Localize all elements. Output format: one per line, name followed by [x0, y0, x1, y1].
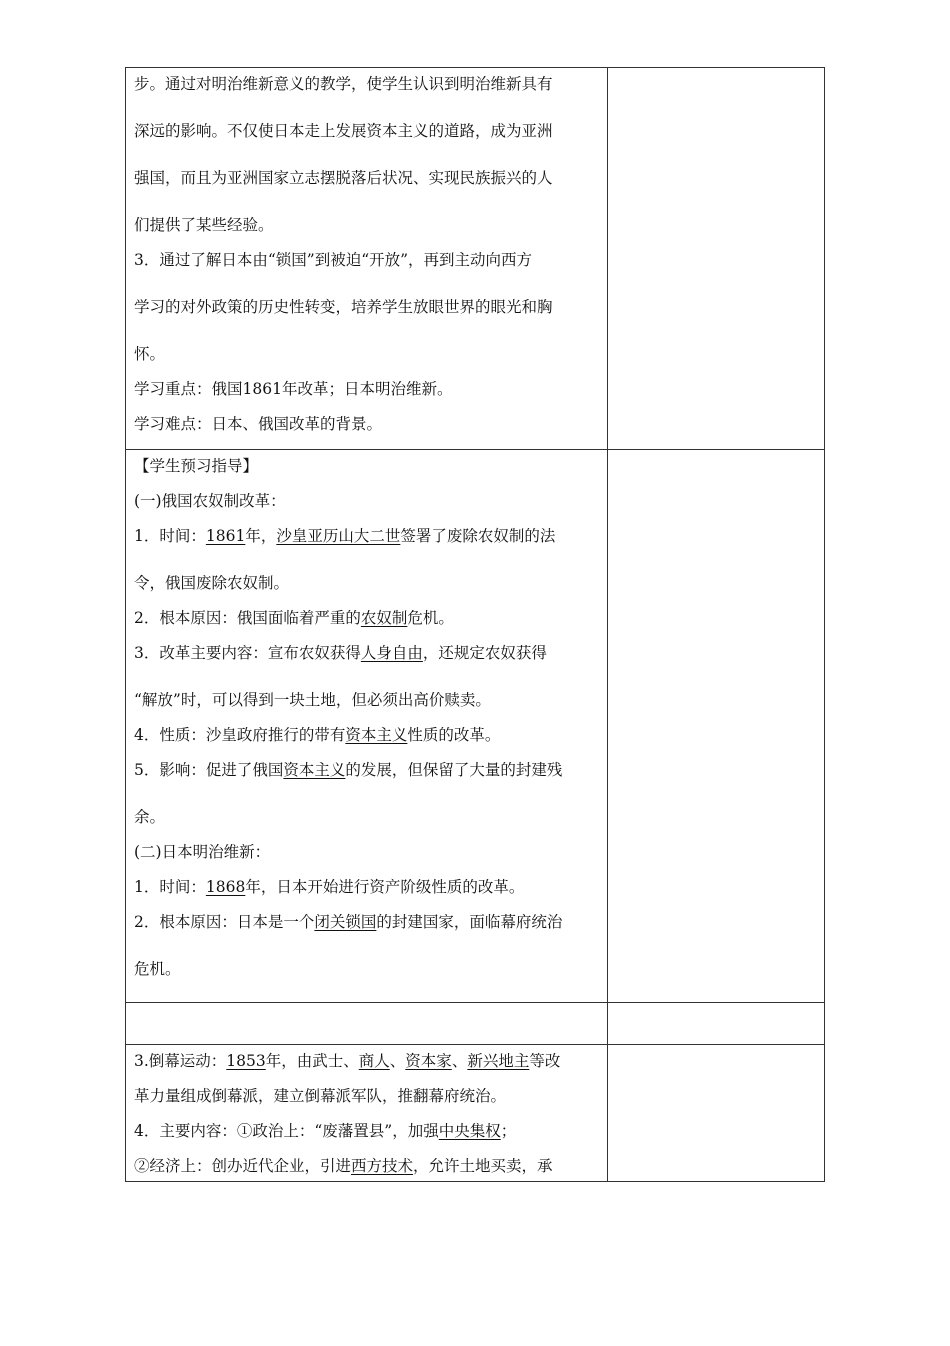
underlined-answer: 资本主义: [345, 726, 408, 744]
text-line: [134, 1120, 599, 1142]
underlined-answer: 1853: [226, 1052, 266, 1070]
text-line: [134, 378, 599, 400]
text-segment: ，允许土地买卖，承: [413, 1157, 553, 1175]
text-segment: 学习重点：俄国1861年改革；日本明治维新。: [134, 380, 453, 398]
text-segment: 年，由武士、: [265, 1052, 359, 1070]
text-segment: 2．根本原因：日本是一个: [134, 913, 315, 931]
underlined-answer: 沙皇亚历山大二世: [276, 527, 401, 545]
text-segment: ，还规定农奴获得: [422, 644, 547, 662]
text-line: [134, 572, 599, 594]
text-line: [134, 455, 599, 477]
underlined-answer: 闭关锁国: [314, 913, 377, 931]
text-segment: 怀。: [134, 345, 166, 363]
text-line: [134, 490, 599, 512]
underlined-answer: 商人: [358, 1052, 390, 1070]
text-segment: 危机。: [134, 960, 181, 978]
text-segment: 深远的影响。不仅使日本走上发展资本主义的道路，成为亚洲: [134, 122, 553, 140]
text-line: [134, 876, 599, 898]
text-segment: 等改: [529, 1052, 561, 1070]
text-segment: 【学生预习指导】: [134, 457, 259, 475]
underlined-answer: 人身自由: [360, 644, 423, 662]
notes-cell: [607, 68, 824, 450]
text-line: [134, 343, 599, 365]
cell-content: [126, 455, 607, 1002]
text-segment: 危机。: [407, 609, 454, 627]
text-segment: 5．影响：促进了俄国: [134, 761, 284, 779]
text-segment: 余。: [134, 808, 166, 826]
text-line: [134, 642, 599, 664]
lesson-table: [125, 67, 825, 1182]
text-segment: (二)日本明治维新：: [134, 843, 271, 861]
main-cell: [126, 1003, 608, 1045]
text-segment: 学习难点：日本、俄国改革的背景。: [134, 415, 383, 433]
text-segment: 4．性质：沙皇政府推行的带有: [134, 726, 346, 744]
text-line: [134, 759, 599, 781]
cell-content: [126, 1050, 607, 1181]
text-line: [134, 249, 599, 271]
text-line: [134, 1050, 599, 1072]
text-segment: ②经济上：创办近代企业，引进: [134, 1157, 352, 1175]
text-line: [134, 120, 599, 142]
text-segment: “解放”时，可以得到一块土地，但必须出高价赎卖。: [134, 691, 491, 709]
text-segment: 3．通过了解日本由“锁国”到被迫“开放”，再到主动向西方: [134, 251, 533, 269]
text-segment: 性质的改革。: [407, 726, 501, 744]
text-line: [134, 525, 599, 547]
text-segment: 、: [389, 1052, 406, 1070]
text-line: [134, 958, 599, 980]
cell-content: [126, 73, 607, 449]
text-line: [134, 296, 599, 318]
text-line: [134, 1155, 599, 1177]
text-line: [134, 214, 599, 236]
notes-cell: [607, 1003, 824, 1045]
text-segment: 3.倒幕运动：: [134, 1052, 227, 1070]
table-row: [126, 68, 825, 450]
text-segment: 强国，而且为亚洲国家立志摆脱落后状况、实现民族振兴的人: [134, 169, 553, 187]
text-segment: 令，俄国废除农奴制。: [134, 574, 290, 592]
text-segment: 4．主要内容：①政治上：“废藩置县”，加强: [134, 1122, 439, 1140]
underlined-answer: 1861: [205, 527, 246, 545]
text-segment: 签署了废除农奴制的法: [400, 527, 556, 545]
underlined-answer: 农奴制: [360, 609, 408, 627]
text-segment: 革力量组成倒幕派，建立倒幕派军队，推翻幕府统治。: [134, 1087, 507, 1105]
underlined-answer: 西方技术: [351, 1157, 414, 1175]
table-row: [126, 1045, 825, 1182]
text-line: [134, 806, 599, 828]
main-cell: [126, 1045, 608, 1182]
underlined-answer: 中央集权: [438, 1122, 501, 1140]
text-segment: (一)俄国农奴制改革：: [134, 492, 286, 510]
text-segment: 2．根本原因：俄国面临着严重的: [134, 609, 361, 627]
table-row: [126, 1003, 825, 1045]
text-segment: 的发展，但保留了大量的封建残: [345, 761, 563, 779]
text-segment: 的封建国家，面临幕府统治: [376, 913, 563, 931]
text-line: [134, 73, 599, 95]
text-segment: ；: [500, 1122, 517, 1140]
text-line: [134, 1085, 599, 1107]
main-cell: [126, 68, 608, 450]
text-line: [134, 911, 599, 933]
lesson-table-body: [126, 68, 825, 1182]
text-line: [134, 689, 599, 711]
text-segment: 学习的对外政策的历史性转变，培养学生放眼世界的眼光和胸: [134, 298, 553, 316]
text-segment: 年，: [245, 527, 277, 545]
text-segment: 1．时间：: [134, 527, 206, 545]
text-line: [134, 841, 599, 863]
text-segment: 年，日本开始进行资产阶级性质的改革。: [245, 878, 525, 896]
underlined-answer: 资本主义: [283, 761, 346, 779]
text-segment: 3．改革主要内容：宣布农奴获得: [134, 644, 361, 662]
notes-cell: [607, 450, 824, 1003]
text-line: [134, 413, 599, 435]
text-segment: 1．时间：: [134, 878, 206, 896]
text-segment: 、: [451, 1052, 468, 1070]
text-segment: 们提供了某些经验。: [134, 216, 274, 234]
text-line: [134, 167, 599, 189]
table-row: [126, 450, 825, 1003]
text-segment: 步。通过对明治维新意义的教学，使学生认识到明治维新具有: [134, 75, 553, 93]
underlined-answer: 1868: [205, 878, 246, 896]
notes-cell: [607, 1045, 824, 1182]
text-line: [134, 724, 599, 746]
main-cell: [126, 450, 608, 1003]
text-line: [134, 607, 599, 629]
underlined-answer: 资本家: [405, 1052, 452, 1070]
underlined-answer: 新兴地主: [467, 1052, 530, 1070]
